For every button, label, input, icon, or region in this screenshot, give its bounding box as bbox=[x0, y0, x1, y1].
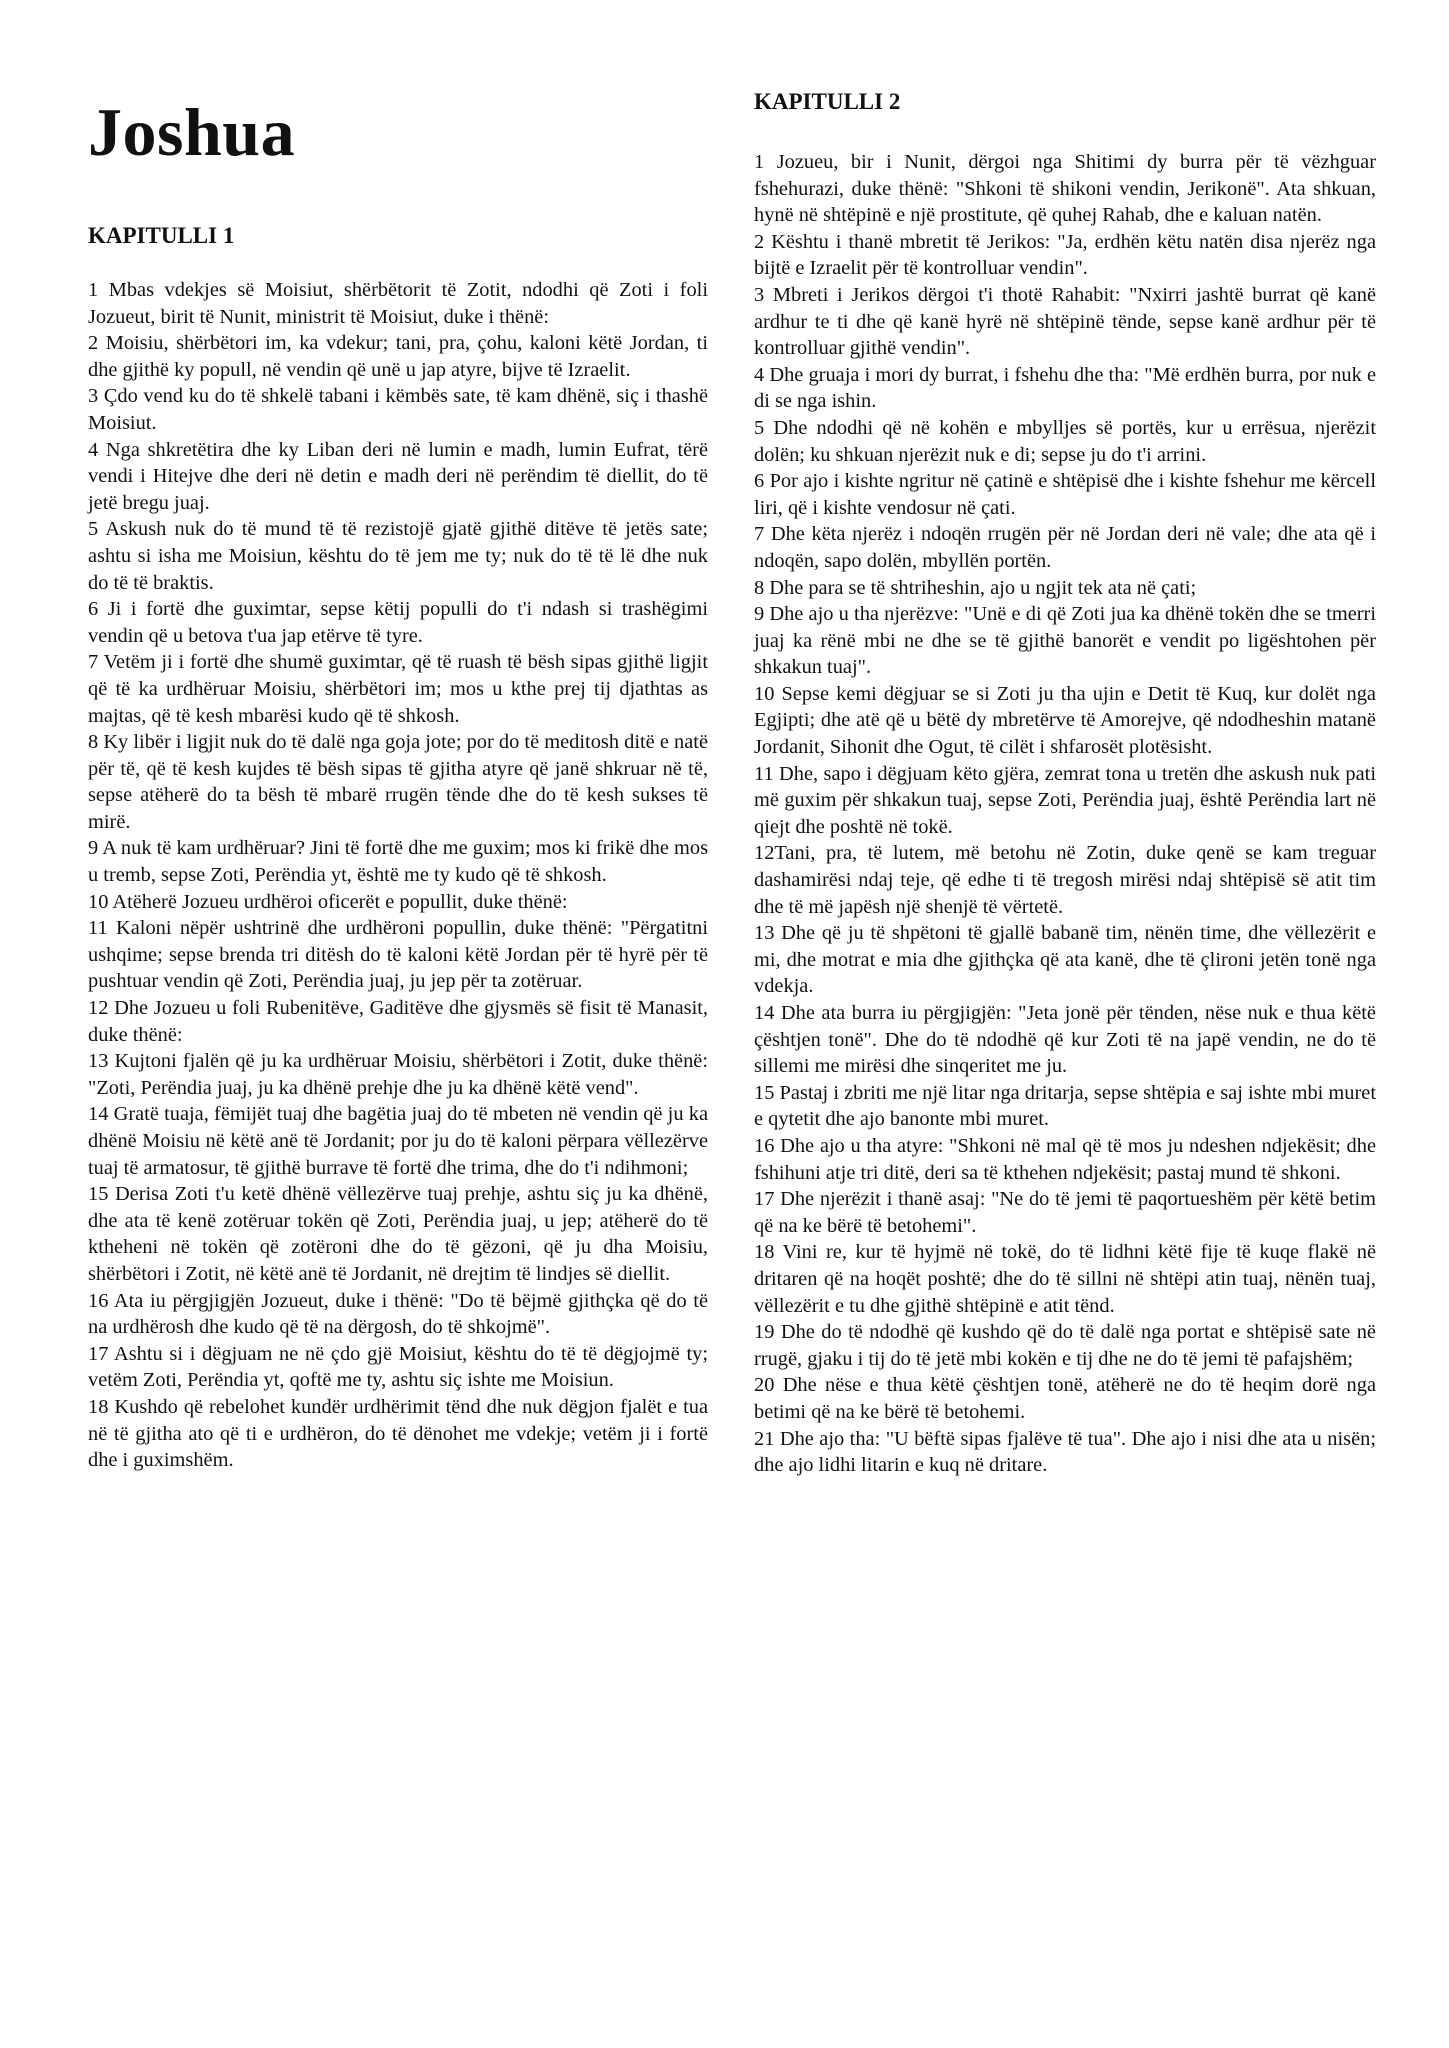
verse: 7 Dhe këta njerëz i ndoqën rrugën për në Jordan deri në vale; dhe ata që i ndoqën, sapo dolën, mbyllën portën. bbox=[754, 523, 1376, 572]
verse: 10 Atëherë Jozueu urdhëroi oficerët e popullit, duke thënë: bbox=[88, 890, 568, 913]
verse: 15 Pastaj i zbriti me një litar nga dritarja, sepse shtëpia e saj ishte mbi muret e qytetit dhe ajo banonte mbi muret. bbox=[754, 1081, 1376, 1131]
verse: 19 Dhe do të ndodhë që kushdo që do të dalë nga portat e shtëpisë sate në rrugë, gjaku i tij do të jetë mbi kokën e tij dhe ne do të jemi të pafajshëm; bbox=[754, 1321, 1376, 1370]
verse: 1 Jozueu, bir i Nunit, dërgoi nga Shitimi dy burra për të vëzhguar fshehurazi, duke thënë: "Shkoni të shikoni vendin, Jerikonë". Ata shkuan, hynë në shtëpinë e një prostitute, që quhej Rahab, dhe e kaluan natën. bbox=[754, 151, 1376, 227]
verse: 16 Ata iu përgjigjën Jozueut, duke i thënë: "Do të bëjmë gjithçka që do të na urdhërosh dhe kudo që të na dërgosh, do të shkojmë". bbox=[88, 1289, 708, 1339]
verse: 4 Dhe gruaja i mori dy burrat, i fshehu dhe tha: "Më erdhën burra, por nuk e di se nga ishin. bbox=[754, 363, 1376, 413]
verse: 2 Moisiu, shërbëtori im, ka vdekur; tani, pra, çohu, kaloni këtë Jordan, ti dhe gjithë ky popull, në vendin që unë u jap atyre, bijve të Izraelit. bbox=[88, 332, 708, 381]
verse: 3 Çdo vend ku do të shkelë tabani i këmbës sate, të kam dhënë, siç i thashë Moisiut. bbox=[88, 385, 708, 434]
verse: 17 Ashtu si i dëgjuam ne në çdo gjë Moisiut, kështu do të të dëgjojmë ty; vetëm Zoti, Perëndia yt, qoftë me ty, ashtu siç ishte me Moisiun. bbox=[88, 1342, 708, 1392]
book-title: Joshua bbox=[88, 94, 296, 170]
verse: 20 Dhe nëse e thua këtë çështjen tonë, atëherë ne do të heqim dorë nga betimi që na ke bërë të betohemi. bbox=[754, 1374, 1376, 1423]
verse: 4 Nga shkretëtira dhe ky Liban deri në lumin e madh, lumin Eufrat, tërë vendi i Hitejve dhe deri në detin e madh deri në perëndim të diellit, do të jetë bregu juaj. bbox=[88, 438, 708, 514]
verse: 3 Mbreti i Jerikos dërgoi t'i thotë Rahabit: "Nxirri jashtë burrat që kanë ardhur te ti dhe që kanë hyrë në shtëpinë tënde, sepse kanë ardhur për të kontrolluar gjithë vendin". bbox=[754, 283, 1376, 360]
verse: 16 Dhe ajo u tha atyre: "Shkoni në mal që të mos ju ndeshen ndjekësit; dhe fshihuni atje tri ditë, deri sa të kthehen ndjekësit; pastaj mund të shkoni. bbox=[754, 1134, 1376, 1184]
verse-list bbox=[754, 149, 1376, 1479]
verse: 14 Dhe ata burra iu përgjigjën: "Jeta jonë për tënden, nëse nuk e thua këtë çështjen tonë". Dhe do të ndodhë që kur Zoti të na japë vendin, ne do të sillemi me mirësi dhe sinqeritet me ju. bbox=[754, 1002, 1376, 1078]
verse: 9 A nuk të kam urdhëruar? Jini të fortë dhe me guxim; mos ki frikë dhe mos u tremb, sepse Zoti, Perëndia yt, është me ty kudo që të shkosh. bbox=[88, 837, 708, 887]
verse: 11 Dhe, sapo i dëgjuam këto gjëra, zemrat tona u tretën dhe askush nuk pati më guxim për shkakun tuaj, sepse Zoti, Perëndia juaj, është Perëndia lart në qiejt dhe poshtë në tokë. bbox=[754, 762, 1376, 838]
verse: 9 Dhe ajo u tha njerëzve: "Unë e di që Zoti jua ka dhënë tokën dhe se tmerri juaj ka rënë mbi ne dhe se të gjithë banorët e vendit po ligështohen për shkakun tuaj". bbox=[754, 603, 1376, 679]
verse: 12Tani, pra, të lutem, më betohu në Zotin, duke qenë se kam treguar dashamirësi ndaj teje, që edhe ti të tregosh mirësi ndaj shtëpisë së atit tim dhe të më japësh një shenjë të vërtetë. bbox=[754, 842, 1376, 918]
verse: 10 Sepse kemi dëgjuar se si Zoti ju tha ujin e Detit të Kuq, kur dolët nga Egjipti; dhe atë që u bëtë dy mbretërve të Amorejve, që ndodheshin matanë Jordanit, Sihonit dhe Ogut, të cilët i shfarosët plotësisht. bbox=[754, 682, 1376, 759]
verse: 21 Dhe ajo tha: "U bëftë sipas fjalëve të tua". Dhe ajo i nisi dhe ata u nisën; dhe ajo lidhi litarin e kuq në dritare. bbox=[754, 1427, 1376, 1477]
verse: 18 Vini re, kur të hyjmë në tokë, do të lidhni këtë fije të kuqe flakë në dritaren që na hoqët poshtë; dhe do të sillni në shtëpi atin tuaj, nënën tuaj, vëllezërit e tu dhe gjithë shtëpinë e atit tënd. bbox=[754, 1241, 1376, 1317]
verse: 5 Dhe ndodhi që në kohën e mbylljes së portës, kur u errësua, njerëzit dolën; ku shkuan njerëzit nuk e di; sepse ju do t'i arrini. bbox=[754, 416, 1376, 466]
verse: 6 Por ajo i kishte ngritur në çatinë e shtëpisë dhe i kishte fshehur me kërcell liri, që i kishte vendosur në çati. bbox=[754, 470, 1376, 519]
verse: 7 Vetëm ji i fortë dhe shumë guximtar, që të ruash të bësh sipas gjithë ligjit që të ka urdhëruar Moisiu, shërbëtori im; mos u kthe prej tij djathtas as majtas, që të kesh mbarësi kudo që të shkosh. bbox=[88, 651, 708, 727]
verse-list bbox=[88, 277, 708, 1474]
verse: 18 Kushdo që rebelohet kundër urdhërimit tënd dhe nuk dëgjon fjalët e tua në të gjitha ato që ti e urdhëron, do të dënohet me vdekje; vetëm ji i fortë dhe i guximshëm. bbox=[88, 1395, 708, 1472]
verse: 12 Dhe Jozueu u foli Rubenitëve, Gaditëve dhe gjysmës së fisit të Manasit, duke thënë: bbox=[88, 997, 708, 1046]
verse: 2 Kështu i thanë mbretit të Jerikos: "Ja, erdhën këtu natën disa njerëz nga bijtë e Izraelit për të kontrolluar vendin". bbox=[754, 230, 1376, 280]
verse: 13 Kujtoni fjalën që ju ka urdhëruar Moisiu, shërbëtori i Zotit, duke thënë: "Zoti, Perëndia juaj, ju ka dhënë prehje dhe ju ka dhënë këtë vend". bbox=[88, 1050, 708, 1099]
verse: 17 Dhe njerëzit i thanë asaj: "Ne do të jemi të paqortueshëm për këtë betim që na ke bërë të betohemi". bbox=[754, 1188, 1376, 1237]
verse: 1 Mbas vdekjes së Moisiut, shërbëtorit të Zotit, ndodhi që Zoti i foli Jozueut, birit të Nunit, ministrit të Moisiut, duke i thënë: bbox=[88, 279, 708, 328]
verse: 5 Askush nuk do të mund të të rezistojë gjatë gjithë ditëve të jetës sate; ashtu si isha me Moisiun, kështu do të jem me ty; nuk do të të lë dhe nuk do të të braktis. bbox=[88, 518, 708, 594]
verse: 6 Ji i fortë dhe guximtar, sepse këtij populli do t'i ndash si trashëgimi vendin që u betova t'ua jap etërve të tyre. bbox=[88, 598, 708, 647]
verse: 15 Derisa Zoti t'u ketë dhënë vëllezërve tuaj prehje, ashtu siç ju ka dhënë, dhe ata të kenë zotëruar tokën që Zoti, Perëndia juaj, u jep; atëherë do të ktheheni në tokën që zotëroni dhe do të gëzoni, që ju dha Moisiu, shërbëtori i Zotit, në këtë anë të Jordanit, në drejtim të lindjes së diellit. bbox=[88, 1183, 708, 1285]
chapter-heading: KAPITULLI 2 bbox=[754, 89, 901, 114]
verse: 13 Dhe që ju të shpëtoni të gjallë babanë tim, nënën time, dhe vëllezërit e mi, dhe motrat e mia dhe gjithçka që ata kanë, dhe të çlironi jetën tonë nga vdekja. bbox=[754, 922, 1376, 998]
verse: 8 Ky libër i ligjit nuk do të dalë nga goja jote; por do të meditosh ditë e natë për të, që të kesh kujdes të bësh sipas të gjitha atyre që janë shkruar në të, sepse atëherë do ta bësh të mbarë rrugën tënde dhe do të kesh sukses të mirë. bbox=[88, 731, 708, 833]
verse: 14 Gratë tuaja, fëmijët tuaj dhe bagëtia juaj do të mbeten në vendin që ju ka dhënë Moisiu në këtë anë të Jordanit; por ju do të kaloni përpara vëllezërve tuaj të armatosur, të gjithë burrave të fortë dhe trima, dhe do t'i ndihmoni; bbox=[88, 1103, 708, 1179]
chapter-heading: KAPITULLI 1 bbox=[88, 223, 235, 248]
verse: 8 Dhe para se të shtriheshin, ajo u ngjit tek ata në çati; bbox=[754, 576, 1197, 599]
verse: 11 Kaloni nëpër ushtrinë dhe urdhëroni popullin, duke thënë: "Përgatitni ushqime; sepse brenda tri ditësh do të kaloni këtë Jordan për të hyrë për të pushtuar vendin që Zoti, Perëndia juaj, ju jep për ta zotëruar. bbox=[88, 917, 708, 993]
